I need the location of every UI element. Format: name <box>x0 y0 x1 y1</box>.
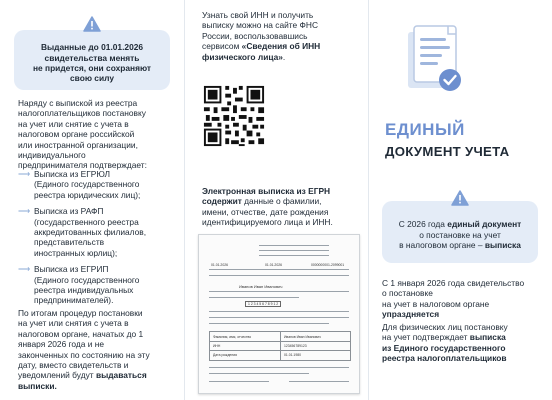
extract-sample-image: 01.01.2026 01.01.2026 0000000001-2099001 Иванов Иван Иванович 1 2 3 4 5 6 7 8 9 1 2 Фамилия, имя, отчество Иванов Иван Иванович ИНН 123456789123 Дата рождения 01.01.1980 <box>198 234 360 394</box>
notice-text: свою силу <box>70 73 114 83</box>
notice-box <box>14 30 170 90</box>
notice-text: не придется, они сохраняют <box>32 63 152 73</box>
list-item: ⟶ Выписка из ЕГРИП (Единого государственного реестра индивидуальных предпринимателей). <box>18 264 140 306</box>
warning-icon <box>451 190 469 206</box>
individuals-paragraph: Для физических лиц постановку на учет подтверждает выписка из Единого государственного реестра налогоплательщиков <box>382 322 508 364</box>
panel-middle <box>184 0 368 400</box>
arrow-right-icon: ⟶ <box>18 206 31 217</box>
notice-text: свидетельства менять <box>44 52 140 63</box>
egrn-paragraph: Электронная выписка из ЕГРН содержит данные о фамилии, имени, отчестве, дате рождения идентифицируемого лица и ИНН. <box>202 186 333 228</box>
panel-right <box>368 0 552 400</box>
warning-icon <box>83 16 101 32</box>
arrow-right-icon: ⟶ <box>18 264 31 275</box>
title-line-2: ДОКУМЕНТ УЧЕТА <box>385 144 510 159</box>
notice-text: Выданные до 01.01.2026 <box>40 42 144 52</box>
qr-code <box>202 84 266 148</box>
inn-service-paragraph: Узнать свой ИНН и получить выписку можно на сайте ФНС России, воспользовавшись сервисом «Сведения об ИНН физического лица». <box>202 10 321 62</box>
arrow-right-icon: ⟶ <box>18 169 31 179</box>
title-line-1: ЕДИНЫЙ <box>385 120 465 139</box>
document-check-icon <box>402 22 466 102</box>
info-box: С 2026 года единый документ о постановке на учет в налоговом органе – выписка <box>382 201 538 263</box>
panel-left <box>0 0 184 400</box>
list-item: ⟶ Выписка из ЕГРЮЛ (Единого государственного реестра юридических лиц); <box>18 169 141 200</box>
outro-paragraph: По итогам процедур постановки на учет или снятия с учета в налоговом органе, начатых до 1 января 2026 года и не законченных по состоянию на эту дату, вместо свидетельств и уведомлений будут выдаваться выписки. <box>18 308 150 391</box>
abolished-paragraph: С 1 января 2026 года свидетельство о постановке на учет в налоговом органе упраздняется <box>382 278 525 320</box>
intro-paragraph: Наряду с выпиской из реестра налогоплательщиков постановку на учет или снятие с учета в налоговом органе российской или иностранной организации, индивидуального предпринимателя подтверждает: <box>18 98 147 171</box>
registry-list <box>18 169 183 312</box>
list-item: ⟶ Выписка из РАФП (государственного реестра аккредитованных филиалов, представительств иностранных юрлиц); <box>18 206 147 258</box>
